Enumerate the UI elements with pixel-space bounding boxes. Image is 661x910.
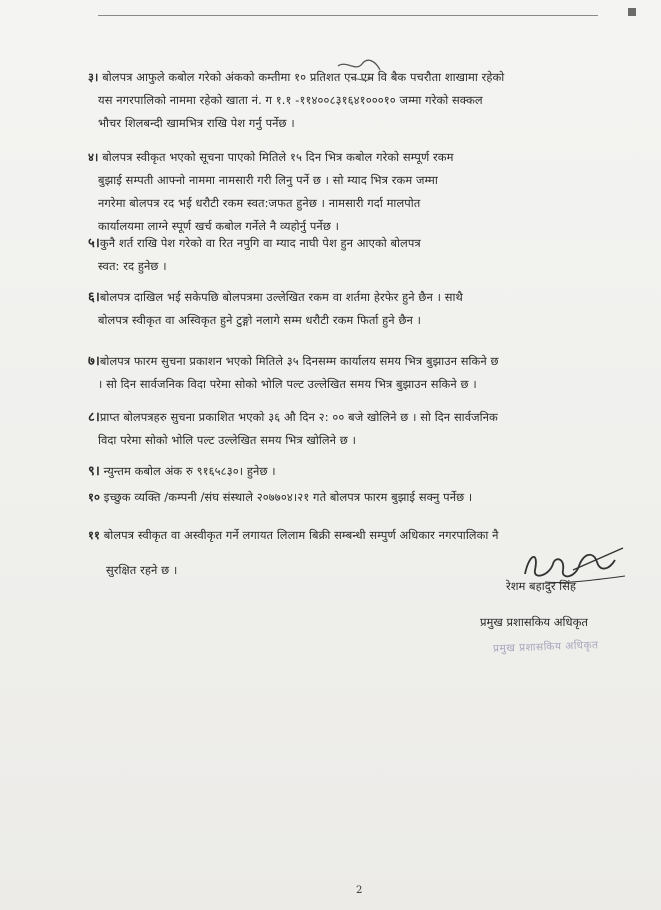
clause-number: ९। xyxy=(88,464,100,479)
handwritten-scribble xyxy=(332,58,384,90)
signatory-name: रेशम बहादुर सिंह xyxy=(506,579,577,593)
clause-line: इच्छुक व्यक्ति /कम्पनी /संघ संस्थाले २०७७०४।२१ गते बोलपत्र फारम बुझाई सक्नु पर्नेछ । xyxy=(103,490,473,504)
clause-line: न्युन्तम कबोल अंक रु ९१६५८३०। हुनेछ । xyxy=(103,464,276,478)
clause-line: बोलपत्र स्वीकृत भएको सूचना पाएको मितिले १५ दिन भित्र कबोल गरेको सम्पूर्ण रकम xyxy=(102,150,454,164)
clause-line: सुरक्षित रहने छ । xyxy=(106,563,178,577)
header-rule xyxy=(98,15,598,16)
clause-6 xyxy=(88,286,628,332)
clause-line: भौचर शिलबन्दी खामभित्र राखि पेश गर्नु पर्नेछ । xyxy=(98,116,295,130)
clause-line: बुझाई सम्पती आफ्नो नाममा नामसारी गरी लिनु पर्ने छ । सो म्याद भित्र रकम जम्मा xyxy=(98,173,438,187)
clause-10 xyxy=(88,486,628,509)
clause-9 xyxy=(88,460,628,483)
page-number: 2 xyxy=(356,885,363,896)
clause-number: ४। xyxy=(88,150,99,164)
clause-number: ३। xyxy=(88,70,99,84)
clause-number: ५। xyxy=(88,236,100,251)
clause-line: बोलपत्र आफुले कबोल गरेको अंकको कम्तीमा १० प्रतिशत एन एम वि बैक पचरौता शाखामा रहेको xyxy=(102,70,505,84)
office-stamp: प्रमुख प्रशासकिय अधिकृत xyxy=(492,639,599,655)
clause-line: बोलपत्र स्वीकृत वा अस्वीकृत गर्ने लगायत लिलाम बिक्री सम्बन्धी सम्पुर्ण अधिकार नगरपालिका नै xyxy=(103,528,499,542)
clause-line: । सो दिन सार्वजनिक विदा परेमा सोको भोलि पल्ट उल्लेखित समय भित्र बुझाउन सकिने छ । xyxy=(98,377,477,391)
clause-line: नगरेमा बोलपत्र रद भई धरौटी रकम स्वत:जफत हुनेछ । नामसारी गर्दा मालपोत xyxy=(98,196,421,210)
clause-number: ८। xyxy=(88,410,100,425)
clause-number: १० xyxy=(88,490,101,504)
clause-line: बोलपत्र फारम सुचना प्रकाशन भएको मितिले ३५ दिनसम्म कार्यालय समय भित्र बुझाउन सकिने छ xyxy=(99,354,499,368)
clause-line: कार्यालयमा लाग्ने स्पूर्ण खर्च कबोल गर्नेले नै व्यहोर्नु पर्नेछ । xyxy=(98,219,340,233)
clause-line: बोलपत्र स्वीकृत वा अस्विकृत हुने टुङ्गो नलागे सम्म धरौटी रकम फिर्ता हुने छैन । xyxy=(98,313,422,327)
signatory-title: प्रमुख प्रशासकिय अधिकृत xyxy=(480,615,588,629)
clause-line: कुनै शर्त राखि पेश गरेको वा रित नपुगि वा म्याद नाघी पेश हुन आएको बोलपत्र xyxy=(99,236,421,250)
clause-line: प्राप्त बोलपत्रहरु सुचना प्रकाशित भएको ३६ औ दिन २: ०० बजे खोलिने छ । सो दिन सार्वजनिक xyxy=(99,410,498,424)
clause-5 xyxy=(88,232,628,278)
clause-7 xyxy=(88,350,628,396)
clause-number: ७। xyxy=(88,354,100,369)
clause-line: विदा परेमा सोको भोलि पल्ट उल्लेखित समय भित्र खोलिने छ । xyxy=(98,433,357,447)
clause-line: बोलपत्र दाखिल भई सकेपछि बोलपत्रमा उल्लेखित रकम वा शर्तमा हेरफेर हुने छैन । साथै xyxy=(99,290,463,304)
clause-4 xyxy=(88,146,628,238)
clause-number: ११ xyxy=(88,528,101,542)
clause-line: स्वत: रद हुनेछ । xyxy=(98,259,167,273)
clause-number: ६। xyxy=(88,290,100,305)
scan-mark xyxy=(628,8,636,16)
clause-line: यस नगरपालिको नाममा रहेको खाता नं. ग १.१ -११४००८३१६४१०००१० जम्मा गरेको सक्कल xyxy=(98,93,483,107)
clause-8 xyxy=(88,406,628,452)
